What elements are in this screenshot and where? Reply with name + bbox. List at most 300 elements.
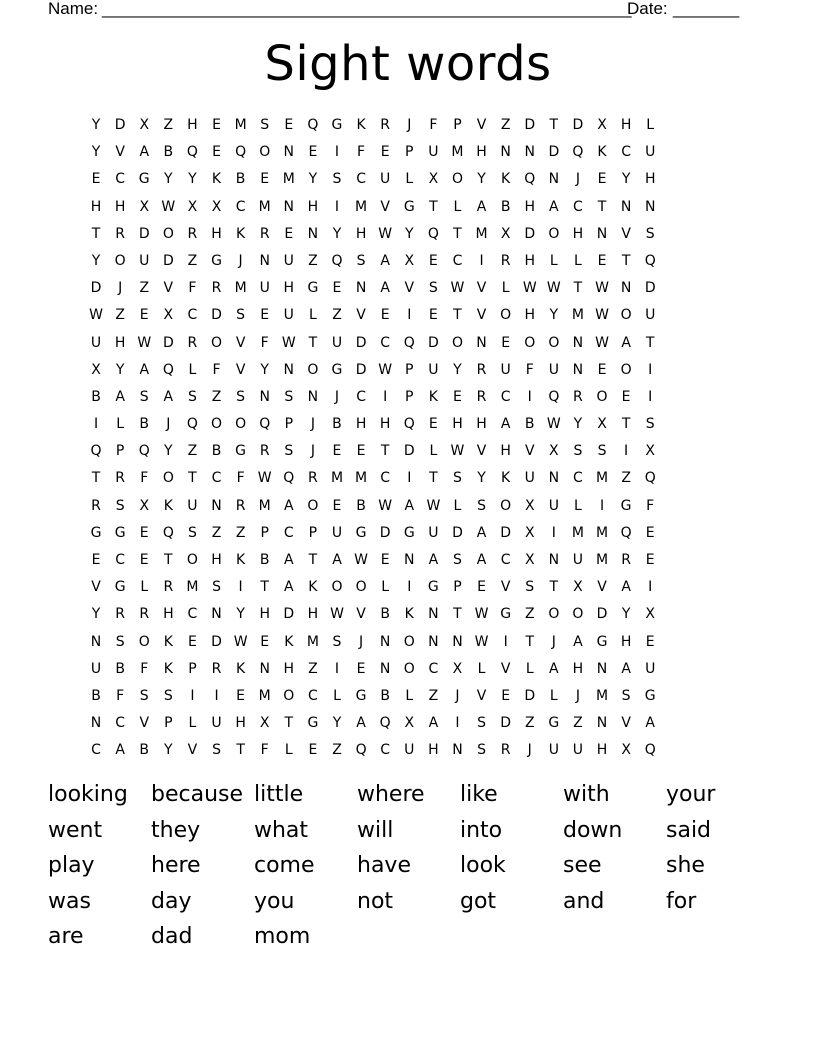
grid-letter[interactable]: X xyxy=(404,715,415,732)
grid-letter[interactable]: P xyxy=(405,361,414,378)
grid-letter[interactable]: U xyxy=(90,660,102,677)
grid-letter[interactable]: I xyxy=(551,524,556,541)
grid-letter[interactable]: L xyxy=(188,715,197,732)
grid-letter[interactable]: Q xyxy=(355,742,367,759)
grid-letter[interactable]: T xyxy=(164,552,173,568)
grid-letter[interactable]: B xyxy=(163,144,174,161)
grid-letter[interactable]: X xyxy=(549,443,559,460)
grid-letter[interactable]: V xyxy=(163,280,174,297)
grid-letter[interactable]: L xyxy=(549,687,558,704)
grid-letter[interactable]: T xyxy=(645,334,655,351)
grid-letter[interactable]: W xyxy=(595,334,609,351)
grid-letter[interactable]: W xyxy=(595,280,609,297)
grid-letter[interactable]: F xyxy=(429,117,438,133)
grid-letter[interactable]: R xyxy=(476,361,487,378)
grid-letter[interactable]: F xyxy=(116,687,125,704)
grid-letter[interactable]: J xyxy=(334,388,340,405)
grid-letter[interactable]: H xyxy=(283,660,295,677)
grid-letter[interactable]: Z xyxy=(211,388,222,405)
grid-letter[interactable]: A xyxy=(115,388,125,405)
grid-letter[interactable]: X xyxy=(452,660,463,677)
grid-letter[interactable]: D xyxy=(138,225,150,242)
grid-letter[interactable]: V xyxy=(597,579,607,596)
grid-letter[interactable]: N xyxy=(644,198,656,215)
grid-letter[interactable]: L xyxy=(140,579,149,596)
grid-letter[interactable]: S xyxy=(139,388,149,405)
grid-letter[interactable]: V xyxy=(524,443,535,460)
grid-letter[interactable]: F xyxy=(260,334,269,351)
grid-letter[interactable]: Z xyxy=(308,252,318,269)
grid-letter[interactable]: V xyxy=(476,687,487,704)
grid-letter[interactable]: M xyxy=(282,171,295,188)
grid-letter[interactable]: H xyxy=(211,552,222,568)
grid-letter[interactable]: O xyxy=(259,144,271,161)
grid-letter[interactable]: T xyxy=(91,225,101,242)
grid-letter[interactable]: O xyxy=(403,660,415,677)
grid-letter[interactable]: V xyxy=(235,334,246,351)
grid-letter[interactable]: T xyxy=(453,307,462,324)
grid-letter[interactable]: S xyxy=(139,687,149,704)
grid-letter[interactable]: F xyxy=(140,660,149,677)
grid-letter[interactable]: H xyxy=(620,633,632,650)
grid-letter[interactable]: H xyxy=(163,606,174,623)
grid-letter[interactable]: E xyxy=(308,144,318,161)
grid-letter[interactable]: N xyxy=(283,144,295,161)
grid-letter[interactable]: E xyxy=(212,144,221,161)
grid-letter[interactable]: N xyxy=(596,660,608,677)
grid-letter[interactable]: A xyxy=(115,742,125,759)
grid-letter[interactable]: X xyxy=(428,171,439,188)
grid-letter[interactable]: B xyxy=(91,687,101,704)
grid-letter[interactable]: M xyxy=(451,144,464,161)
grid-letter[interactable]: I xyxy=(648,361,653,378)
grid-letter[interactable]: T xyxy=(573,280,583,297)
grid-letter[interactable]: A xyxy=(139,361,150,378)
grid-letter[interactable]: Y xyxy=(115,361,125,378)
grid-letter[interactable]: H xyxy=(572,660,584,677)
grid-letter[interactable]: E xyxy=(477,579,486,596)
grid-letter[interactable]: D xyxy=(355,334,367,351)
grid-letter[interactable]: Q xyxy=(644,470,656,487)
grid-letter[interactable]: P xyxy=(405,388,414,405)
grid-letter[interactable]: A xyxy=(476,198,487,215)
grid-letter[interactable]: Y xyxy=(164,742,173,759)
grid-letter[interactable]: S xyxy=(525,579,535,596)
grid-letter[interactable]: T xyxy=(260,579,269,596)
grid-letter[interactable]: W xyxy=(474,633,489,650)
grid-letter[interactable]: N xyxy=(259,388,270,405)
grid-letter[interactable]: I xyxy=(455,715,460,732)
grid-letter[interactable]: L xyxy=(381,579,390,596)
grid-letter[interactable]: Q xyxy=(90,443,102,460)
grid-letter[interactable]: F xyxy=(646,497,655,514)
grid-letter[interactable]: D xyxy=(211,633,222,650)
grid-letter[interactable]: S xyxy=(236,307,246,324)
grid-letter[interactable]: Q xyxy=(283,470,295,487)
grid-letter[interactable]: G xyxy=(596,633,608,650)
grid-letter[interactable]: Z xyxy=(573,715,583,732)
grid-letter[interactable]: C xyxy=(380,470,391,487)
grid-letter[interactable]: X xyxy=(645,443,655,460)
grid-letter[interactable]: K xyxy=(163,660,173,677)
grid-letter[interactable]: N xyxy=(211,497,222,514)
grid-letter[interactable]: O xyxy=(524,334,536,351)
grid-letter[interactable]: V xyxy=(380,198,390,215)
grid-letter[interactable]: E xyxy=(428,307,438,324)
grid-letter[interactable]: O xyxy=(548,334,560,351)
grid-letter[interactable]: E xyxy=(428,416,438,433)
grid-letter[interactable]: D xyxy=(572,117,584,133)
grid-letter[interactable]: G xyxy=(427,579,439,596)
grid-letter[interactable]: A xyxy=(500,416,511,433)
grid-letter[interactable]: G xyxy=(307,280,319,297)
grid-letter[interactable]: M xyxy=(258,687,271,704)
grid-letter[interactable]: B xyxy=(259,552,270,568)
grid-letter[interactable]: Q xyxy=(572,144,584,161)
grid-letter[interactable]: N xyxy=(259,252,270,269)
grid-letter[interactable]: L xyxy=(333,687,341,704)
grid-letter[interactable]: C xyxy=(308,687,318,704)
grid-letter[interactable]: Y xyxy=(332,225,342,242)
grid-letter[interactable]: H xyxy=(259,606,270,623)
grid-letter[interactable]: O xyxy=(548,606,560,623)
grid-letter[interactable]: R xyxy=(139,606,150,623)
grid-letter[interactable]: K xyxy=(284,633,294,650)
grid-letter[interactable]: C xyxy=(91,742,101,759)
grid-letter[interactable]: N xyxy=(90,633,102,650)
grid-letter[interactable]: S xyxy=(163,687,173,704)
grid-letter[interactable]: P xyxy=(260,524,269,541)
grid-letter[interactable]: N xyxy=(283,198,295,215)
grid-letter[interactable]: U xyxy=(331,524,343,541)
grid-letter[interactable]: D xyxy=(427,334,439,351)
grid-letter[interactable]: N xyxy=(379,633,391,650)
grid-letter[interactable]: U xyxy=(524,470,535,487)
grid-letter[interactable]: T xyxy=(549,117,559,133)
grid-letter[interactable]: T xyxy=(284,715,294,732)
grid-letter[interactable]: C xyxy=(187,606,198,623)
grid-letter[interactable]: Q xyxy=(524,171,536,188)
grid-letter[interactable]: Z xyxy=(139,280,150,297)
grid-letter[interactable]: Q xyxy=(162,361,174,378)
grid-letter[interactable]: O xyxy=(307,497,319,514)
grid-letter[interactable]: A xyxy=(573,633,583,650)
grid-letter[interactable]: N xyxy=(476,334,487,351)
grid-letter[interactable]: V xyxy=(476,307,487,324)
grid-letter[interactable]: Q xyxy=(548,388,560,405)
grid-letter[interactable]: Y xyxy=(621,171,631,188)
grid-letter[interactable]: H xyxy=(620,117,632,133)
grid-letter[interactable]: O xyxy=(331,579,343,596)
grid-letter[interactable]: A xyxy=(621,334,631,351)
grid-letter[interactable]: G xyxy=(114,579,126,596)
grid-letter[interactable]: U xyxy=(283,307,294,324)
grid-letter[interactable]: A xyxy=(621,660,631,677)
grid-letter[interactable]: V xyxy=(356,606,366,623)
grid-letter[interactable]: O xyxy=(162,225,174,242)
grid-letter[interactable]: M xyxy=(234,117,247,133)
grid-letter[interactable]: T xyxy=(308,552,318,568)
grid-letter[interactable]: H xyxy=(524,252,535,269)
grid-letter[interactable]: F xyxy=(188,280,197,297)
grid-letter[interactable]: H xyxy=(90,198,102,215)
grid-letter[interactable]: X xyxy=(524,524,535,541)
grid-letter[interactable]: Z xyxy=(332,742,342,759)
grid-letter[interactable]: H xyxy=(114,334,126,351)
grid-letter[interactable]: E xyxy=(332,443,342,460)
grid-letter[interactable]: T xyxy=(308,334,318,351)
grid-letter[interactable]: W xyxy=(257,470,272,487)
grid-letter[interactable]: Q xyxy=(331,252,343,269)
grid-letter[interactable]: G xyxy=(403,524,415,541)
grid-letter[interactable]: X xyxy=(139,497,150,514)
grid-letter[interactable]: Z xyxy=(500,117,511,133)
grid-letter[interactable]: J xyxy=(455,687,460,704)
grid-letter[interactable]: K xyxy=(163,497,173,514)
grid-letter[interactable]: V xyxy=(187,742,198,759)
grid-letter[interactable]: W xyxy=(450,280,465,297)
grid-letter[interactable]: X xyxy=(524,497,535,514)
grid-letter[interactable]: N xyxy=(452,742,463,759)
grid-letter[interactable]: Z xyxy=(621,470,631,487)
grid-letter[interactable]: G xyxy=(644,687,656,704)
grid-letter[interactable]: X xyxy=(211,198,222,215)
grid-letter[interactable]: N xyxy=(620,280,632,297)
grid-letter[interactable]: L xyxy=(574,252,582,269)
grid-letter[interactable]: V xyxy=(139,715,150,732)
grid-letter[interactable]: P xyxy=(188,660,197,677)
grid-letter[interactable]: R xyxy=(259,443,270,460)
grid-letter[interactable]: Y xyxy=(91,144,101,161)
grid-letter[interactable]: X xyxy=(139,117,150,133)
grid-letter[interactable]: S xyxy=(187,524,197,541)
grid-letter[interactable]: T xyxy=(597,198,607,215)
grid-letter[interactable]: R xyxy=(235,497,246,514)
grid-letter[interactable]: B xyxy=(91,388,101,405)
grid-letter[interactable]: D xyxy=(452,524,463,541)
grid-letter[interactable]: G xyxy=(90,524,102,541)
grid-letter[interactable]: S xyxy=(477,742,486,759)
grid-letter[interactable]: R xyxy=(380,117,391,133)
grid-letter[interactable]: R xyxy=(211,280,222,297)
grid-letter[interactable]: X xyxy=(404,252,415,269)
grid-letter[interactable]: Z xyxy=(308,660,318,677)
grid-letter[interactable]: K xyxy=(404,606,414,623)
grid-letter[interactable]: L xyxy=(116,416,125,433)
grid-letter[interactable]: O xyxy=(548,225,560,242)
grid-letter[interactable]: Q xyxy=(235,144,247,161)
grid-letter[interactable]: E xyxy=(597,171,607,188)
grid-letter[interactable]: T xyxy=(525,633,535,650)
grid-letter[interactable]: Z xyxy=(428,687,439,704)
grid-letter[interactable]: I xyxy=(527,388,532,405)
grid-letter[interactable]: D xyxy=(355,361,367,378)
grid-letter[interactable]: U xyxy=(283,252,294,269)
grid-letter[interactable]: D xyxy=(524,225,536,242)
grid-letter[interactable]: B xyxy=(500,198,511,215)
grid-letter[interactable]: J xyxy=(238,252,243,269)
grid-letter[interactable]: M xyxy=(475,225,488,242)
grid-letter[interactable]: P xyxy=(284,416,294,433)
grid-letter[interactable]: U xyxy=(572,552,584,568)
grid-letter[interactable]: H xyxy=(524,307,535,324)
grid-letter[interactable]: M xyxy=(355,470,368,487)
grid-letter[interactable]: E xyxy=(428,252,438,269)
grid-letter[interactable]: H xyxy=(307,198,319,215)
grid-letter[interactable]: H xyxy=(476,416,487,433)
grid-letter[interactable]: Y xyxy=(91,117,101,133)
grid-letter[interactable]: A xyxy=(284,579,294,596)
grid-letter[interactable]: G xyxy=(138,171,150,188)
grid-letter[interactable]: X xyxy=(524,552,535,568)
grid-letter[interactable]: U xyxy=(500,361,511,378)
grid-letter[interactable]: T xyxy=(453,606,462,623)
grid-letter[interactable]: Z xyxy=(163,117,174,133)
grid-letter[interactable]: E xyxy=(645,633,655,650)
grid-letter[interactable]: Z xyxy=(187,252,198,269)
grid-letter[interactable]: J xyxy=(575,687,580,704)
grid-letter[interactable]: X xyxy=(621,742,631,759)
grid-letter[interactable]: Y xyxy=(236,606,245,623)
grid-letter[interactable]: S xyxy=(332,633,342,650)
grid-letter[interactable]: N xyxy=(548,470,560,487)
grid-letter[interactable]: S xyxy=(212,742,221,759)
grid-letter[interactable]: G xyxy=(355,687,367,704)
grid-letter[interactable]: C xyxy=(235,198,246,215)
grid-letter[interactable]: E xyxy=(501,334,511,351)
grid-letter[interactable]: J xyxy=(118,280,123,297)
grid-letter[interactable]: Q xyxy=(403,334,415,351)
grid-letter[interactable]: T xyxy=(429,198,438,215)
grid-letter[interactable]: N xyxy=(572,361,584,378)
grid-letter[interactable]: F xyxy=(357,144,366,161)
grid-letter[interactable]: N xyxy=(548,552,560,568)
grid-letter[interactable]: L xyxy=(188,361,197,378)
grid-letter[interactable]: W xyxy=(330,606,344,623)
grid-letter[interactable]: R xyxy=(163,579,174,596)
grid-letter[interactable]: X xyxy=(259,715,270,732)
grid-letter[interactable]: S xyxy=(428,280,438,297)
grid-letter[interactable]: L xyxy=(501,280,510,297)
grid-letter[interactable]: L xyxy=(477,660,486,677)
grid-letter[interactable]: G xyxy=(620,497,632,514)
grid-letter[interactable]: R xyxy=(115,606,125,623)
grid-letter[interactable]: V xyxy=(476,443,487,460)
grid-letter[interactable]: Y xyxy=(573,416,583,433)
grid-letter[interactable]: H xyxy=(307,606,319,623)
grid-letter[interactable]: D xyxy=(644,280,656,297)
grid-letter[interactable]: T xyxy=(188,470,197,487)
grid-letter[interactable]: Y xyxy=(621,606,631,623)
grid-letter[interactable]: P xyxy=(308,524,318,541)
grid-letter[interactable]: X xyxy=(645,606,655,623)
grid-letter[interactable]: J xyxy=(359,633,364,650)
grid-letter[interactable]: A xyxy=(356,715,366,732)
grid-letter[interactable]: J xyxy=(527,742,532,759)
grid-letter[interactable]: D xyxy=(162,334,174,351)
grid-letter[interactable]: E xyxy=(645,524,655,541)
grid-letter[interactable]: O xyxy=(596,388,608,405)
grid-letter[interactable]: T xyxy=(621,416,631,433)
grid-letter[interactable]: Y xyxy=(549,307,559,324)
grid-letter[interactable]: G xyxy=(235,443,247,460)
grid-letter[interactable]: I xyxy=(479,252,484,269)
grid-letter[interactable]: C xyxy=(115,715,126,732)
grid-letter[interactable]: K xyxy=(428,388,438,405)
grid-letter[interactable]: X xyxy=(187,198,198,215)
grid-letter[interactable]: R xyxy=(500,742,511,759)
grid-letter[interactable]: E xyxy=(308,742,318,759)
grid-letter[interactable]: C xyxy=(115,171,126,188)
grid-letter[interactable]: C xyxy=(356,171,366,188)
grid-letter[interactable]: Q xyxy=(259,416,271,433)
grid-letter[interactable]: Z xyxy=(524,606,535,623)
grid-letter[interactable]: O xyxy=(451,334,463,351)
grid-letter[interactable]: N xyxy=(355,280,367,297)
grid-letter[interactable]: B xyxy=(524,416,535,433)
grid-letter[interactable]: K xyxy=(236,660,246,677)
grid-letter[interactable]: D xyxy=(524,687,536,704)
grid-letter[interactable]: C xyxy=(500,552,511,568)
grid-letter[interactable]: R xyxy=(500,252,511,269)
grid-letter[interactable]: Q xyxy=(427,225,439,242)
grid-letter[interactable]: X xyxy=(597,117,607,133)
grid-letter[interactable]: P xyxy=(453,117,462,133)
grid-letter[interactable]: C xyxy=(428,660,439,677)
grid-letter[interactable]: C xyxy=(211,470,222,487)
grid-letter[interactable]: I xyxy=(648,579,653,596)
grid-letter[interactable]: E xyxy=(139,307,149,324)
grid-letter[interactable]: W xyxy=(546,416,561,433)
grid-letter[interactable]: T xyxy=(380,443,390,460)
grid-letter[interactable]: X xyxy=(91,361,101,378)
grid-letter[interactable]: S xyxy=(453,552,462,568)
grid-letter[interactable]: N xyxy=(428,606,439,623)
grid-letter[interactable]: U xyxy=(428,524,439,541)
grid-letter[interactable]: L xyxy=(284,742,293,759)
grid-letter[interactable]: S xyxy=(477,497,486,514)
grid-letter[interactable]: O xyxy=(500,307,512,324)
grid-letter[interactable]: E xyxy=(356,443,366,460)
grid-letter[interactable]: V xyxy=(404,280,415,297)
grid-letter[interactable]: O xyxy=(211,334,223,351)
grid-letter[interactable]: Z xyxy=(187,443,198,460)
grid-letter[interactable]: N xyxy=(596,225,608,242)
grid-letter[interactable]: U xyxy=(139,252,150,269)
grid-letter[interactable]: S xyxy=(645,225,655,242)
grid-letter[interactable]: N xyxy=(211,606,222,623)
grid-letter[interactable]: C xyxy=(115,552,126,568)
grid-letter[interactable]: I xyxy=(407,470,412,487)
grid-letter[interactable]: H xyxy=(211,225,222,242)
grid-letter[interactable]: E xyxy=(356,660,366,677)
grid-letter[interactable]: W xyxy=(426,497,441,514)
grid-letter[interactable]: Z xyxy=(524,715,535,732)
grid-letter[interactable]: N xyxy=(90,715,102,732)
grid-letter[interactable]: I xyxy=(214,687,219,704)
grid-letter[interactable]: S xyxy=(356,252,366,269)
grid-letter[interactable]: D xyxy=(114,117,126,133)
grid-letter[interactable]: I xyxy=(624,443,629,460)
grid-letter[interactable]: N xyxy=(379,660,391,677)
grid-letter[interactable]: N xyxy=(307,225,319,242)
grid-letter[interactable]: A xyxy=(549,198,559,215)
grid-letter[interactable]: S xyxy=(573,443,583,460)
grid-letter[interactable]: W xyxy=(595,307,609,324)
grid-letter[interactable]: B xyxy=(380,606,390,623)
grid-letter[interactable]: U xyxy=(90,334,102,351)
grid-letter[interactable]: E xyxy=(597,252,607,269)
